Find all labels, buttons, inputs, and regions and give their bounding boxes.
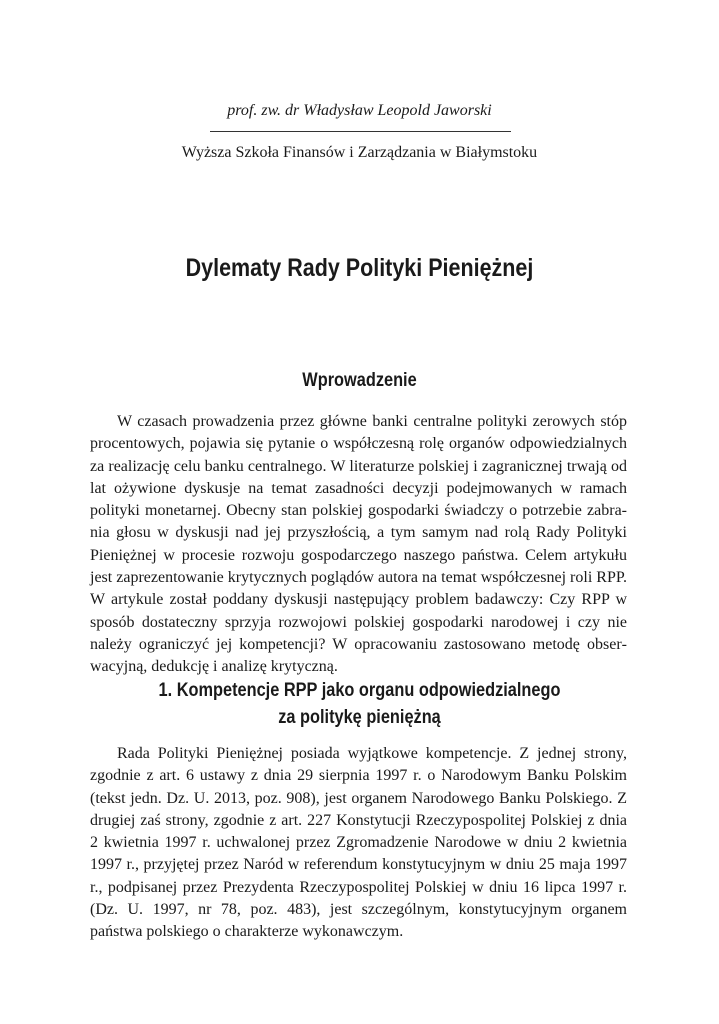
introduction-paragraph: W czasach prowadzenia przez główne banki centralne polityki zerowych stóp procentowych, pojawia się pytanie o współczesną rolę organów odpowiedzialnych za realizację celu banku centralnego. W literaturze polskiej i zagranicznej trwają od lat ożywione dyskusje na temat zasadności decyzji podejmowanych w ramach polityki monetarnej. Obecny stan polskiej gospodarki świadczy o potrzebie zabrania głosu w dyskusji nad jej przyszłością, a tym samym nad rolą Rady Polityki Pieniężnej w procesie rozwoju gospodarczego naszego państwa. Celem artykułu jest zaprezentowanie krytycznych poglądów autora na temat współczesnej roli RPP. W artykule został poddany dyskusji następujący problem badawczy: Czy RPP w sposób dostateczny sprzyja rozwojowi polskiej gospodarki narodowej i czy nie należy ograniczyć jej kompetencji? W opracowaniu zastosowano metodę obserwacyjną, dedukcję i analizę krytyczną. (90, 413, 627, 676)
section-heading-line-2: za politykę pieniężną (278, 707, 441, 728)
section-heading-introduction: Wprowadzenie (302, 370, 417, 391)
article-title: Dylematy Rady Polityki Pieniężnej (185, 254, 534, 282)
header-divider (210, 131, 511, 132)
author-name: prof. zw. dr Władysław Leopold Jaworski (227, 102, 492, 119)
competences-paragraph: Rada Polityki Pieniężnej posiada wyjątkowe kompetencje. Z jednej strony, zgodnie z art. 6 ustawy z dnia 29 sierpnia 1997 r. o Narodowym Banku Polskim (tekst jedn. Dz. U. 2013, poz. 908), jest organem Narodowego Banku Polskiego. Z drugiej zaś strony, zgodnie z art. 227 Konstytucji Rzeczypospolitej Polskiej z dnia 2 kwietnia 1997 r. uchwalonej przez Zgromadzenie Narodowe w dniu 2 kwietnia 1997 r., przyjętej przez Naród w referendum konstytucyjnym w dniu 25 maja 1997 r., podpisanej przez Prezydenta Rzeczypospolitej Polskiej w dniu 16 lipca 1997 r. (Dz. U. 1997, nr 78, poz. 483), jest szczególnym, konstytucyjnym organem państwa polskiego o charakterze wykonawczym. (90, 745, 627, 941)
author-affiliation: Wyższa Szkoła Finansów i Zarządzania w Białymstoku (181, 144, 538, 161)
section-heading-competences (50, 677, 668, 731)
section-heading-line-1: 1. Kompetencje RPP jako organu odpowiedzialnego (158, 680, 561, 701)
